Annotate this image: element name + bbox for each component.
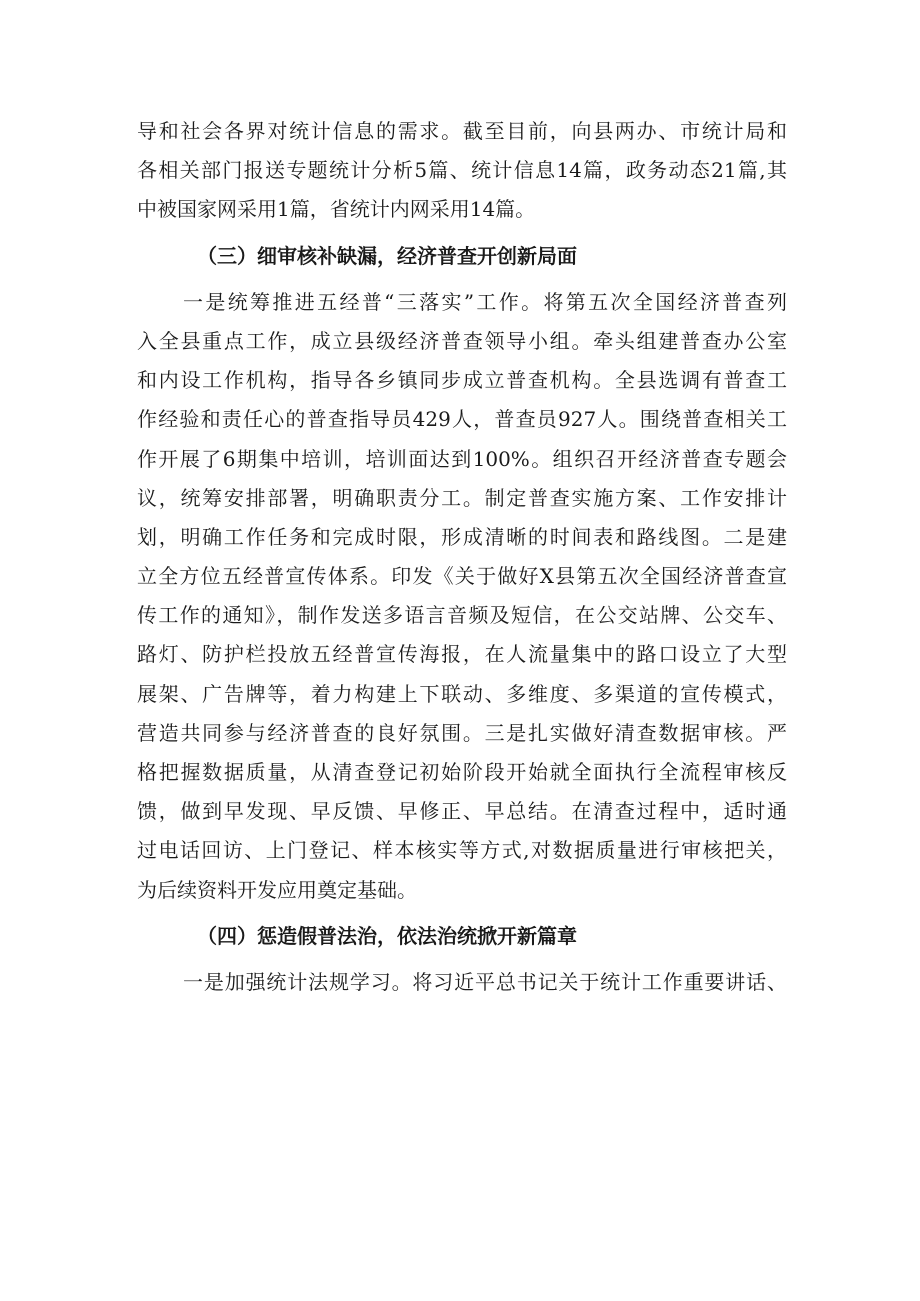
paragraph-2 bbox=[137, 283, 787, 910]
section-heading-4: （四）惩造假普法治，依法治统掀开新篇章 bbox=[197, 923, 577, 948]
text-line: 各相关部门报送专题统计分析5篇、统计信息14篇，政务动态21篇,其 bbox=[137, 158, 787, 183]
text-line: 一是统筹推进五经普“三落实”工作。将第五次全国经济普查列 bbox=[183, 289, 787, 314]
paragraph-1 bbox=[137, 112, 787, 230]
paragraph-3 bbox=[137, 963, 787, 1002]
text-line: 为后续资料开发应用奠定基础。 bbox=[137, 877, 417, 902]
text-line: 立全方位五经普宣传体系。印发《关于做好X县第五次全国经济普查宣 bbox=[137, 564, 787, 589]
text-line: 议，统筹安排部署，明确职责分工。制定普查实施方案、工作安排计 bbox=[137, 485, 787, 510]
text-line: 营造共同参与经济普查的良好氛围。三是扎实做好清查数据审核。严 bbox=[137, 720, 787, 745]
document-body bbox=[137, 112, 787, 1002]
text-line: 路灯、防护栏投放五经普宣传海报，在人流量集中的路口设立了大型 bbox=[137, 642, 787, 667]
text-line: 一是加强统计法规学习。将习近平总书记关于统计工作重要讲话、 bbox=[183, 969, 787, 994]
text-line: 划，明确工作任务和完成时限，形成清晰的时间表和路线图。二是建 bbox=[137, 524, 787, 549]
text-line: 入全县重点工作，成立县级经济普查领导小组。牵头组建普查办公室 bbox=[137, 328, 787, 353]
text-line: 作经验和责任心的普查指导员429人，普查员927人。围绕普查相关工 bbox=[137, 407, 787, 432]
text-line: 传工作的通知》，制作发送多语言音频及短信，在公交站牌、公交车、 bbox=[137, 603, 787, 628]
text-line: 和内设工作机构，指导各乡镇同步成立普查机构。全县选调有普查工 bbox=[137, 368, 787, 393]
section-heading-3: （三）细审核补缺漏，经济普查开创新局面 bbox=[197, 243, 577, 268]
text-line: 展架、广告牌等，着力构建上下联动、多维度、多渠道的宣传模式， bbox=[137, 681, 787, 706]
text-line: 中被国家网采用1篇，省统计内网采用14篇。 bbox=[137, 197, 536, 222]
text-line: 作开展了6期集中培训，培训面达到100%。组织召开经济普查专题会 bbox=[137, 446, 787, 471]
text-line: 过电话回访、上门登记、样本核实等方式,对数据质量进行审核把关， bbox=[137, 838, 787, 863]
text-line: 导和社会各界对统计信息的需求。截至目前，向县两办、市统计局和 bbox=[137, 119, 787, 143]
text-line: 格把握数据质量，从清查登记初始阶段开始就全面执行全流程审核反 bbox=[137, 760, 787, 784]
text-line: 馈，做到早发现、早反馈、早修正、早总结。在清查过程中，适时通 bbox=[137, 799, 787, 824]
